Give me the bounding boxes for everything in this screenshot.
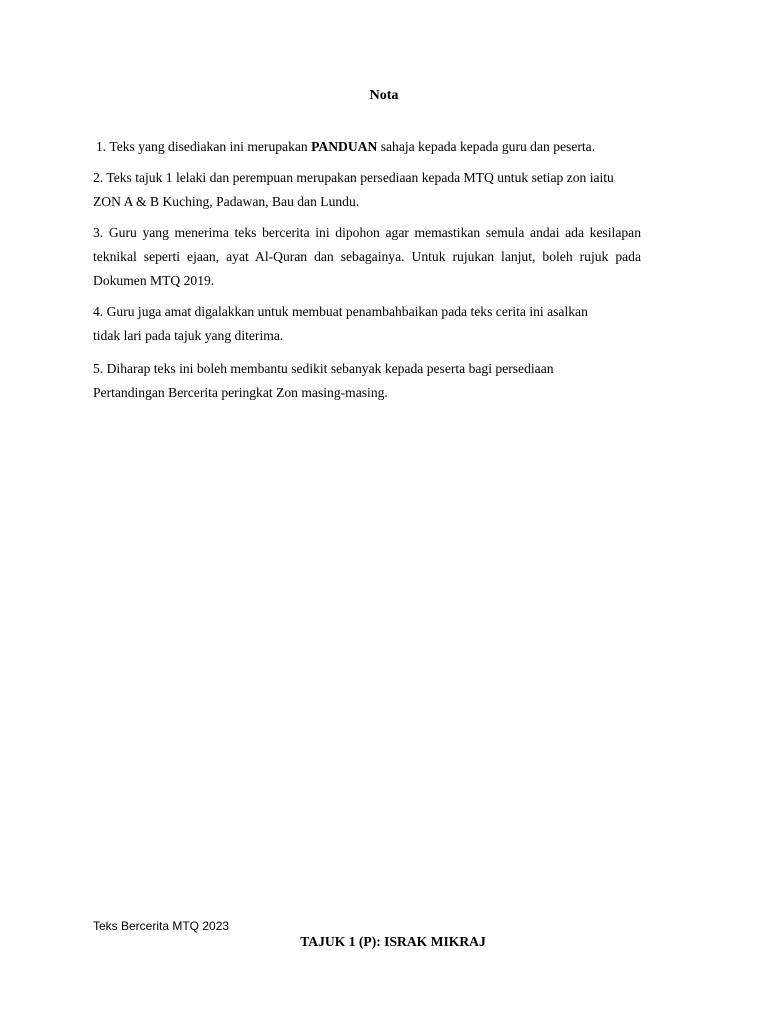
note-3-line-3: boleh rujuk pada Dokumen MTQ 2019. [93,249,641,288]
page-title: Nota [369,88,399,103]
note-1-text-end: sahaja kepada kepada guru dan peserta. [377,139,596,154]
note-2-line-1: 2. Teks tajuk 1 lelaki dan perempuan merupakan persediaan kepada MTQ untuk setiap zon iaitu [93,170,614,185]
note-1-text: 1. Teks yang disediakan ini merupakan [96,139,312,154]
note-5 [93,357,641,405]
note-5-line-2: Pertandingan Bercerita peringkat Zon masing-masing. [93,385,388,400]
note-2 [93,166,669,214]
note-4 [93,300,641,348]
note-5-line-1: 5. Diharap teks ini boleh membantu sedikit sebanyak kepada peserta bagi persediaan [93,361,554,376]
next-page-heading: TAJUK 1 (P): ISRAK MIKRAJ [300,934,486,949]
note-3-line-2: kesilapan teknikal seperti ejaan, ayat Al-Quran dan sebagainya. Untuk rujukan lanjut, [93,225,641,264]
note-4-line-1: 4. Guru juga amat digalakkan untuk membuat penambahbaikan pada teks cerita ini asalkan [93,304,588,319]
note-3 [93,221,641,293]
note-2-line-2: ZON A & B Kuching, Padawan, Bau dan Lundu. [93,194,360,209]
note-1 [96,135,656,159]
note-1-bold: PANDUAN [311,139,378,154]
note-3-line-1: 3. Guru yang menerima teks bercerita ini dipohon agar memastikan semula andai ada [93,225,584,240]
note-4-line-2: tidak lari pada tajuk yang diterima. [93,328,284,343]
page-footer: Teks Bercerita MTQ 2023 [93,919,230,933]
